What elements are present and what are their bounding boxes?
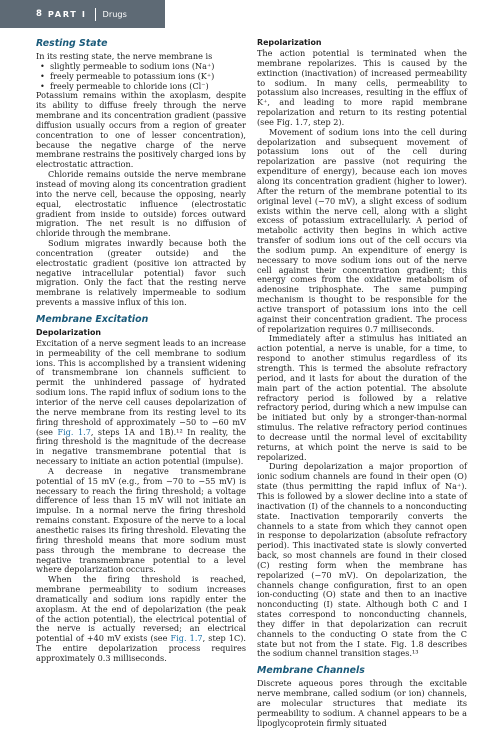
figure-link[interactable]: Fig. 1.7 (57, 426, 91, 437)
text-run: When the firing threshold is reached, membrane permeability to sodium increases dramatically and sodium ions rapidly enter the axoplasm. At the end of depolarization (the peak of the action potential), the electrical potential of the nerve is actually reversed; an electrical potential of +40 mV exists (see (36, 574, 246, 644)
section-label: Drugs (102, 9, 127, 19)
paragraph-firing (36, 575, 246, 664)
bullet-sodium: • slightly permeable to sodium ions (Na⁺) (50, 62, 246, 72)
part-label: PART I (47, 9, 87, 19)
heading-repolarization: Repolarization (257, 38, 322, 47)
header-separator (95, 8, 96, 21)
resting-intro: In its resting state, the nerve membrane is (36, 51, 213, 61)
heading-membrane-channels: Membrane Channels (257, 665, 365, 677)
right-column (257, 38, 467, 729)
left-column (36, 38, 246, 664)
paragraph-threshold: A decrease in negative transmembrane potential of 15 mV (e.g., from −70 to −55 mV) is necessary to reach the firing threshold; a voltage difference of less than 15 mV will not initiate an impulse. In a normal nerve the firing threshold remains constant. Exposure of the nerve to a local anesthetic raises its firing threshold. Elevating the firing threshold means that more sodium must pass through the membrane to decrease the negative transmembrane potential to a level where depolarization occurs. (36, 465, 246, 575)
paragraph-channels: Discrete aqueous pores through the excitable nerve membrane, called sodium (or ion) channels, are molecular structures that mediate its permeability to sodium. A channel appears to be a lipoglycoprotein firmly situated (257, 678, 467, 728)
text-run: , step 1C). The entire depolarization process requires approximately 0.3 milliseconds. (36, 633, 246, 663)
header-content (0, 0, 127, 28)
paragraph-refractory: Immediately after a stimulus has initiated an action potential, a nerve is unable, for a time, to respond to another stimulus regardless of its strength. This is termed the absolute refractory period, and it lasts for about the duration of the main part of the action potential. The absolute refractory period is followed by a relative refractory period, during which a new impulse can be initiated but only by a stronger-than-normal stimulus. The relative refractory period continues to decrease until the normal level of excitability returns, at which point the nerve is said to be repolarized. (257, 333, 467, 462)
text-run: , steps 1A and 1B).¹² In reality, the firing threshold is the magnitude of the decrease in negative transmembrane potential that is necessary to initiate an action potential (impulse). (36, 426, 246, 467)
text-run: Excitation of a nerve segment leads to an increase in permeability of the cell membrane to sodium ions. This is accomplished by a transient widening of transmembrane ion channels sufficient to permit the unhindered passage of hydrated sodium ions. The rapid influx of sodium ions to the interior of the nerve cell causes depolarization of the nerve membrane from its resting level to its firing threshold of approximately −50 to −60 mV (see (36, 337, 246, 437)
paragraph-repolarization: The action potential is terminated when the membrane repolarizes. This is caused by the extinction (inactivation) of increased permeability to sodium. In many cells, permeability to potassium also increases, resulting in the efflux of K⁺, and leading to more rapid membrane repolarization and return to its resting potential (see Fig. 1.7, step 2). (257, 48, 467, 127)
resting-bullet-list (36, 62, 246, 92)
heading-resting-state: Resting State (36, 38, 108, 49)
heading-membrane-excitation: Membrane Excitation (36, 313, 149, 325)
running-header (0, 0, 500, 30)
bullet-potassium: • freely permeable to potassium ions (K⁺) (50, 72, 246, 82)
paragraph-channel-states: During depolarization a major proportion of ionic sodium channels are found in their open (O) state (thus permitting the rapid influx of Na⁺). This is followed by a slower decline into a state of inactivation (I) of the channels to a nonconducting state. Inactivation temporarily converts the channels to a state from which they cannot open in response to depolarization (absolute refractory period). This inactivated state is slowly converted back, so most channels are found in their closed (C) resting form when the membrane has repolarized (−70 mV). On depolarization, the channels change configuration, first to an open ion-conducting (O) state and then to an inactive nonconducting (I) state. Although both C and I states correspond to nonconducting channels, they differ in that depolarization can recruit channels to the conducting O state from the C state but not from the I state. Fig. 1.8 describes the sodium channel transition stages.¹³ (257, 461, 467, 659)
paragraph-ion-movement: Movement of sodium ions into the cell during depolarization and subsequent movement of potassium ions out of the cell during repolarization are passive (not requiring the expenditure of energy), because each ion moves along its concentration gradient (higher to lower). After the return of the membrane potential to its original level (−70 mV), a slight excess of sodium exists within the nerve cell, along with a slight excess of potassium extracellularly. A period of metabolic activity then begins in which active transfer of sodium ions out of the cell occurs via the sodium pump. An expenditure of energy is necessary to move sodium ions out of the nerve cell against their concentration gradient; this energy comes from the oxidative metabolism of adenosine triphosphate. The same pumping mechanism is thought to be responsible for the active transport of potassium ions into the cell against their concentration gradient. The process of repolarization requires 0.7 milliseconds. (257, 126, 467, 334)
bullet-chloride: • freely permeable to chloride ions (Cl⁻) (50, 82, 246, 92)
paragraph-chloride: Chloride remains outside the nerve membrane instead of moving along its concentration gradient into the nerve cell, because the opposing, nearly equal, electrostatic influence (electrostatic gradient from inside to outside) forces outward migration. The net result is no diffusion of chloride through the membrane. (36, 169, 246, 239)
heading-depolarization: Depolarization (36, 327, 102, 337)
page-number: 8 (36, 9, 42, 19)
paragraph-potassium: Potassium remains within the axoplasm, despite its ability to diffuse freely through the nerve membrane and its concentration gradient (passive diffusion usually occurs from a region of greater concentration to one of lesser concentration), because the negative charge of the nerve membrane restrains the positively charged ions by electrostatic attraction. (36, 90, 246, 170)
figure-link[interactable]: Fig. 1.7 (170, 633, 203, 644)
paragraph-excitation (36, 339, 246, 467)
paragraph-sodium: Sodium migrates inwardly because both the concentration (greater outside) and the electrostatic gradient (positive ion attracted by negative intracellular potential) favor such migration. Only the fact that the resting nerve membrane is relatively impermeable to sodium prevents a massive influx of this ion. (36, 238, 246, 308)
